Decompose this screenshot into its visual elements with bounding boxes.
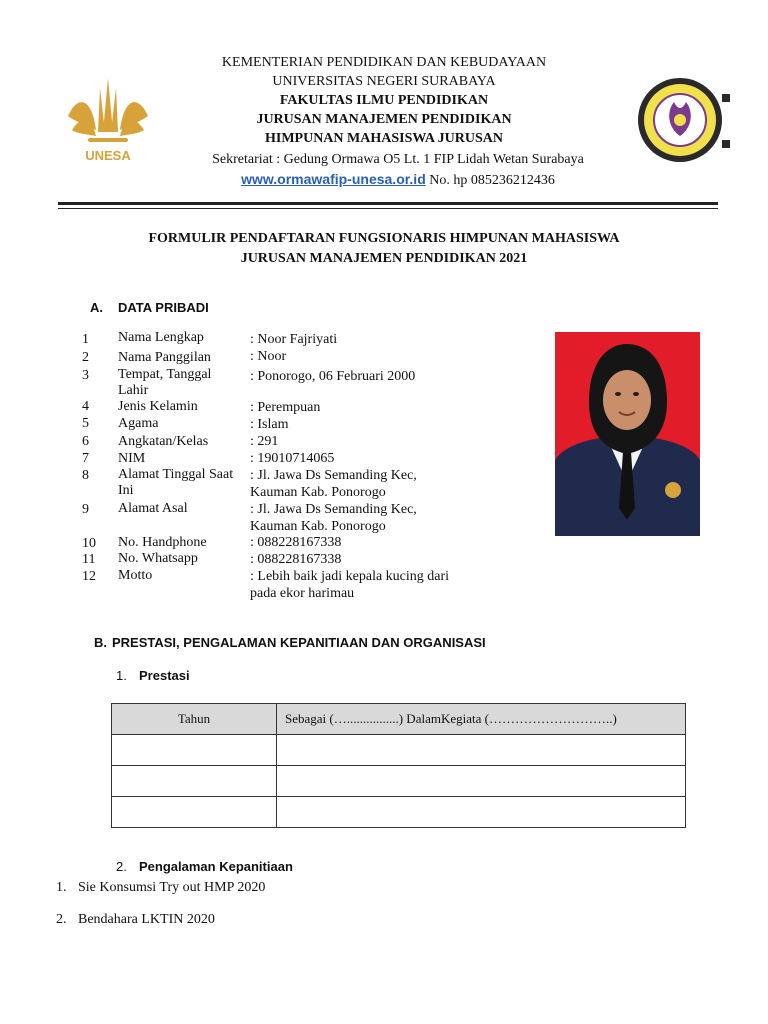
value-class-year: : 291 — [250, 434, 279, 449]
phone-number: No. hp 085236212436 — [425, 173, 555, 188]
header-divider-thin — [58, 208, 718, 209]
secretariat-address: Sekretariat : Gedung Ormawa O5 Lt. 1 FIP Lidah Wetan Surabaya — [212, 152, 584, 167]
value-religion: : Islam — [250, 417, 289, 432]
col-year: Tahun — [112, 704, 277, 735]
row-number: 1 — [82, 332, 89, 347]
sub1-title: Prestasi — [139, 668, 190, 683]
row-number: 2 — [82, 350, 89, 365]
value-motto: : Lebih baik jadi kepala kucing dari pada ekor harimau — [250, 569, 450, 601]
university-name: UNIVERSITAS NEGERI SURABAYA — [272, 74, 496, 89]
row-number: 12 — [82, 569, 96, 584]
label-nim: NIM — [118, 451, 146, 466]
value-gender: : Perempuan — [250, 400, 321, 415]
col-role-activity: Sebagai (…................) DalamKegiata (………………………..) — [277, 704, 686, 735]
row-number: 11 — [82, 552, 96, 567]
list-item-number: 2. — [56, 912, 67, 927]
label-whatsapp: No. Whatsapp — [118, 551, 198, 566]
row-number: 4 — [82, 399, 89, 414]
cell-year[interactable] — [112, 797, 277, 828]
department-name: JURUSAN MANAJEMEN PENDIDIKAN — [256, 112, 512, 127]
profile-photo — [555, 332, 700, 536]
achievement-table — [111, 703, 686, 828]
table-row — [112, 766, 686, 797]
list-item: Bendahara LKTIN 2020 — [78, 912, 215, 927]
label-religion: Agama — [118, 416, 159, 431]
table-header-row — [112, 704, 686, 735]
website-link[interactable]: www.ormawafip-unesa.or.id — [241, 171, 426, 187]
label-phone: No. Handphone — [118, 535, 207, 550]
value-origin-address: : Jl. Jawa Ds Semanding Kec, Kauman Kab. Ponorogo — [250, 502, 417, 534]
cell-role-activity[interactable] — [277, 735, 686, 766]
value-current-address: : Jl. Jawa Ds Semanding Kec, Kauman Kab. Ponorogo — [250, 468, 417, 500]
row-number: 8 — [82, 468, 89, 483]
label-origin-address: Alamat Asal — [118, 501, 188, 516]
section-a-title: DATA PRIBADI — [118, 300, 209, 315]
section-b-marker: B. — [94, 635, 107, 650]
sub2-number: 2. — [116, 859, 127, 874]
row-number: 3 — [82, 368, 89, 383]
table-row — [112, 797, 686, 828]
value-nickname: : Noor — [250, 349, 287, 364]
value-nim: : 19010714065 — [250, 451, 335, 466]
cell-role-activity[interactable] — [277, 797, 686, 828]
label-full-name: Nama Lengkap — [118, 330, 204, 345]
label-nickname: Nama Panggilan — [118, 350, 211, 365]
label-motto: Motto — [118, 568, 153, 583]
value-phone: : 088228167338 — [250, 535, 342, 550]
list-item: Sie Konsumsi Try out HMP 2020 — [78, 880, 266, 895]
svg-text:UNESA: UNESA — [85, 148, 131, 163]
row-number: 6 — [82, 434, 89, 449]
row-number: 5 — [82, 416, 89, 431]
form-title-line1: FORMULIR PENDAFTARAN FUNGSIONARIS HIMPUNAN MAHASISWA — [148, 231, 620, 246]
header-divider-thick — [58, 202, 718, 205]
table-row — [112, 735, 686, 766]
label-current-address: Alamat Tinggal Saat Ini — [118, 467, 234, 498]
sub1-number: 1. — [116, 668, 127, 683]
row-number: 10 — [82, 536, 96, 551]
label-class-year: Angkatan/Kelas — [118, 434, 209, 449]
cell-year[interactable] — [112, 735, 277, 766]
cell-year[interactable] — [112, 766, 277, 797]
faculty-name: FAKULTAS ILMU PENDIDIKAN — [279, 93, 489, 108]
label-gender: Jenis Kelamin — [118, 399, 198, 414]
value-full-name: : Noor Fajriyati — [250, 332, 338, 347]
value-whatsapp: : 088228167338 — [250, 552, 342, 567]
form-title-line2: JURUSAN MANAJEMEN PENDIDIKAN 2021 — [240, 251, 528, 266]
ministry-name: KEMENTERIAN PENDIDIKAN DAN KEBUDAYAAN — [221, 55, 547, 70]
section-a-marker: A. — [90, 300, 103, 315]
section-b-title: PRESTASI, PENGALAMAN KEPANITIAAN DAN ORGANISASI — [112, 635, 486, 650]
list-item-number: 1. — [56, 880, 67, 895]
row-number: 9 — [82, 502, 89, 517]
contact-line — [14, 170, 768, 190]
cell-role-activity[interactable] — [277, 766, 686, 797]
value-birth-place-date: : Ponorogo, 06 Februari 2000 — [250, 369, 416, 384]
label-birth-place-date: Tempat, Tanggal Lahir — [118, 367, 212, 398]
sub2-title: Pengalaman Kepanitiaan — [139, 859, 293, 874]
row-number: 7 — [82, 451, 89, 466]
association-name: HIMPUNAN MAHASISWA JURUSAN — [264, 131, 503, 146]
